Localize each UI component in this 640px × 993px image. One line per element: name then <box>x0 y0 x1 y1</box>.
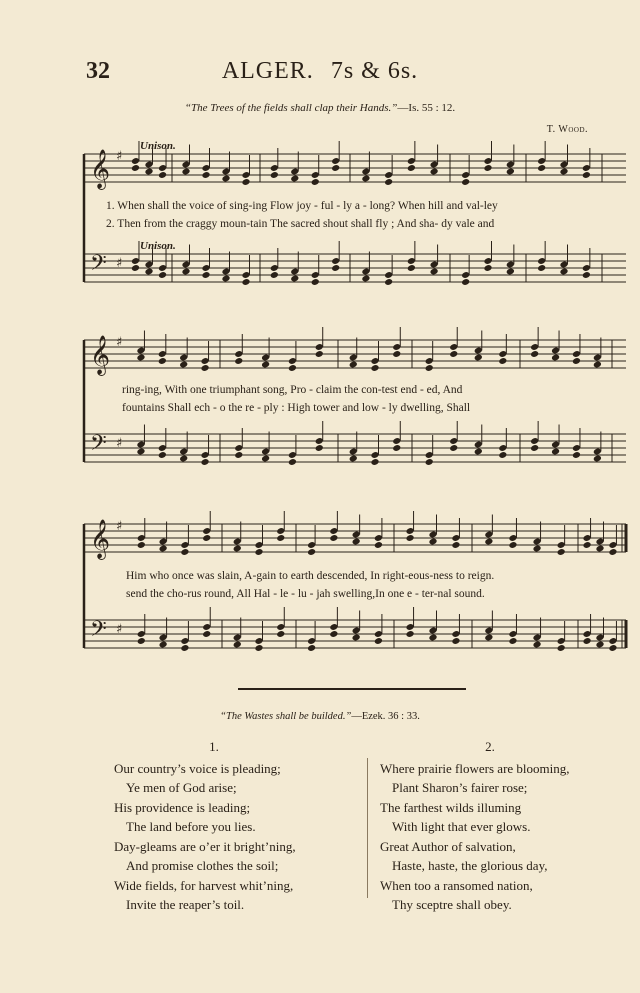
note-head <box>254 644 263 652</box>
stanza-line: Ye men of God arise; <box>126 780 237 795</box>
note-head <box>181 168 190 176</box>
note-head <box>270 271 279 279</box>
note-head <box>290 275 299 283</box>
treble-clef-icon: 𝄞 <box>90 519 111 559</box>
note-head <box>307 548 316 556</box>
note-head <box>329 534 338 542</box>
note-head <box>430 268 439 276</box>
hymn-meter: 7s & 6s. <box>330 58 419 84</box>
note-head <box>537 164 546 172</box>
key-sharp-icon: ♯ <box>116 256 123 271</box>
note-head <box>425 458 434 466</box>
treble-clef-icon: 𝄞 <box>90 335 111 375</box>
bass-marking: Unison. <box>140 240 176 252</box>
note-head <box>276 534 285 542</box>
note-head <box>484 538 493 546</box>
note-head <box>361 175 370 183</box>
note-head <box>136 354 145 362</box>
note-head <box>158 271 167 279</box>
key-sharp-icon: ♯ <box>116 622 123 637</box>
key-sharp-icon: ♯ <box>116 149 123 164</box>
stanza-line: Haste, haste, the glorious day, <box>392 858 548 873</box>
note-head <box>270 171 279 179</box>
note-head <box>202 630 211 638</box>
note-head <box>241 278 250 286</box>
note-head <box>506 168 515 176</box>
note-head <box>180 644 189 652</box>
note-head <box>595 545 604 553</box>
note-head <box>331 164 340 172</box>
note-head <box>530 350 539 358</box>
stanza-line: Day-gleams are o’er it bright’ning, <box>114 838 296 854</box>
note-head <box>583 541 592 549</box>
note-head <box>608 548 617 556</box>
note-head <box>392 444 401 452</box>
column-divider <box>367 758 368 898</box>
stanza-2 <box>380 737 630 915</box>
stanza-line: With light that ever glows. <box>392 819 531 834</box>
note-head <box>407 264 416 272</box>
note-head <box>461 278 470 286</box>
note-head <box>158 171 167 179</box>
note-head <box>288 364 297 372</box>
stanza-number: 1. <box>209 739 219 754</box>
stanza-line: Wide fields, for harvest whit’ning, <box>114 877 294 893</box>
note-head <box>508 541 517 549</box>
note-head <box>131 164 140 172</box>
stanza-line: And promise clothes the soil; <box>126 858 279 873</box>
note-head <box>425 364 434 372</box>
lyrics-verse-1: 1. When shall the voice of sing-ing Flow joy - ful - ly a - long? When hill and val-ley <box>106 200 498 212</box>
note-head <box>608 644 617 652</box>
note-head <box>158 451 167 459</box>
stanza-line: Thy sceptre shall obey. <box>392 897 512 912</box>
note-head <box>159 641 168 649</box>
music-system-2 <box>82 326 628 486</box>
stanza-line: His providence is leading; <box>114 799 251 815</box>
note-head <box>315 350 324 358</box>
note-head <box>288 458 297 466</box>
tune-name: ALGER. <box>221 58 314 84</box>
lyrics-verse-2: fountains Shall ech - o the re - ply : High tower and low - ly dwelling, Shall <box>122 402 471 414</box>
stanza-line: Where prairie flowers are blooming, <box>380 760 570 776</box>
stanza-line: The farthest wilds illuming <box>380 799 522 815</box>
note-head <box>137 541 146 549</box>
scripture-quote: “The Trees of the fields shall clap their Hands.” <box>184 102 398 114</box>
note-head <box>201 271 210 279</box>
stanza-line: Our country’s voice is pleading; <box>114 760 281 776</box>
note-head <box>144 268 153 276</box>
note-head <box>530 444 539 452</box>
note-head <box>261 455 270 463</box>
note-head <box>593 455 602 463</box>
note-head <box>583 637 592 645</box>
note-head <box>311 178 320 186</box>
key-sharp-icon: ♯ <box>116 436 123 451</box>
note-head <box>233 641 242 649</box>
note-head <box>307 644 316 652</box>
stanza-1 <box>114 737 344 915</box>
note-head <box>392 350 401 358</box>
note-head <box>349 455 358 463</box>
note-head <box>572 357 581 365</box>
note-head <box>234 357 243 365</box>
note-head <box>559 168 568 176</box>
bass-clef-icon: 𝄢 <box>90 617 107 647</box>
treble-marking: Unison. <box>140 140 176 152</box>
note-head <box>201 458 210 466</box>
music-system-1 <box>82 140 628 300</box>
note-head <box>374 637 383 645</box>
note-head <box>557 644 566 652</box>
note-head <box>506 268 515 276</box>
note-head <box>449 350 458 358</box>
note-head <box>474 448 483 456</box>
note-head <box>533 641 542 649</box>
note-head <box>329 630 338 638</box>
stanza-line: Great Author of salvation, <box>380 838 516 854</box>
note-head <box>202 534 211 542</box>
lyrics-verse-2: send the cho-rus round, All Hal - le - lu - jah swelling,In one e - ter-nal sound. <box>126 588 485 600</box>
note-head <box>311 278 320 286</box>
note-head <box>595 641 604 649</box>
note-head <box>559 268 568 276</box>
note-head <box>406 630 415 638</box>
note-head <box>349 361 358 369</box>
note-head <box>406 534 415 542</box>
section-divider <box>238 688 466 690</box>
note-head <box>557 548 566 556</box>
note-head <box>370 458 379 466</box>
note-head <box>384 178 393 186</box>
note-head <box>254 548 263 556</box>
note-head <box>201 171 210 179</box>
key-sharp-icon: ♯ <box>116 519 123 534</box>
hymn-title <box>0 58 640 85</box>
stanza-number: 2. <box>485 739 495 754</box>
note-head <box>430 168 439 176</box>
note-head <box>551 448 560 456</box>
note-head <box>233 545 242 553</box>
stanza-line: Plant Sharon’s fairer rose; <box>392 780 528 795</box>
stanza-line: When too a ransomed nation, <box>380 877 533 893</box>
note-head <box>572 451 581 459</box>
note-head <box>384 278 393 286</box>
note-head <box>498 357 507 365</box>
lyrics-verse-1: Him who once was slain, A-gain to earth descended, In right-eous-ness to reign. <box>126 570 495 582</box>
note-head <box>551 354 560 362</box>
scripture-quote: “The Wastes shall be builded.” <box>220 711 352 722</box>
note-head <box>158 357 167 365</box>
note-head <box>201 364 210 372</box>
note-head <box>234 451 243 459</box>
note-head <box>144 168 153 176</box>
note-head <box>498 451 507 459</box>
key-sharp-icon: ♯ <box>116 335 123 350</box>
note-head <box>593 361 602 369</box>
note-head <box>407 164 416 172</box>
scripture-reference: —Is. 55 : 12. <box>397 102 456 114</box>
note-head <box>428 538 437 546</box>
lyrics-verse-2: 2. Then from the craggy moun-tain The sacred shout shall fly ; And sha- dy vale and <box>106 218 495 230</box>
note-head <box>131 264 140 272</box>
stanza-line: The land before you lies. <box>126 819 256 834</box>
scripture-epigraph-2 <box>0 711 640 722</box>
note-head <box>582 171 591 179</box>
note-head <box>361 275 370 283</box>
note-head <box>461 178 470 186</box>
note-head <box>352 538 361 546</box>
note-head <box>179 455 188 463</box>
note-head <box>221 275 230 283</box>
note-head <box>370 364 379 372</box>
note-head <box>352 634 361 642</box>
scripture-epigraph <box>0 102 640 114</box>
note-head <box>137 637 146 645</box>
note-head <box>179 361 188 369</box>
note-head <box>331 264 340 272</box>
note-head <box>537 264 546 272</box>
note-head <box>508 637 517 645</box>
treble-clef-icon: 𝄞 <box>90 149 111 189</box>
note-head <box>159 545 168 553</box>
note-head <box>449 444 458 452</box>
note-head <box>582 271 591 279</box>
note-head <box>451 637 460 645</box>
page-number: 32 <box>86 58 110 84</box>
note-head <box>483 264 492 272</box>
note-head <box>241 178 250 186</box>
note-head <box>483 164 492 172</box>
note-head <box>261 361 270 369</box>
lyrics-verse-1: ring-ing, With one triumphant song, Pro - claim the con-test end - ed, And <box>122 384 463 396</box>
note-head <box>533 545 542 553</box>
note-head <box>276 630 285 638</box>
note-head <box>180 548 189 556</box>
note-head <box>428 634 437 642</box>
bass-clef-icon: 𝄢 <box>90 431 107 461</box>
music-system-3 <box>82 510 628 670</box>
note-head <box>221 175 230 183</box>
note-head <box>374 541 383 549</box>
note-head <box>451 541 460 549</box>
note-head <box>474 354 483 362</box>
note-head <box>484 634 493 642</box>
scripture-reference: —Ezek. 36 : 33. <box>351 711 420 722</box>
stanza-line: Invite the reaper’s toil. <box>126 897 245 912</box>
note-head <box>181 268 190 276</box>
note-head <box>315 444 324 452</box>
bass-clef-icon: 𝄢 <box>90 251 107 281</box>
composer-credit: T. Wood. <box>546 124 588 135</box>
note-head <box>136 448 145 456</box>
note-head <box>290 175 299 183</box>
